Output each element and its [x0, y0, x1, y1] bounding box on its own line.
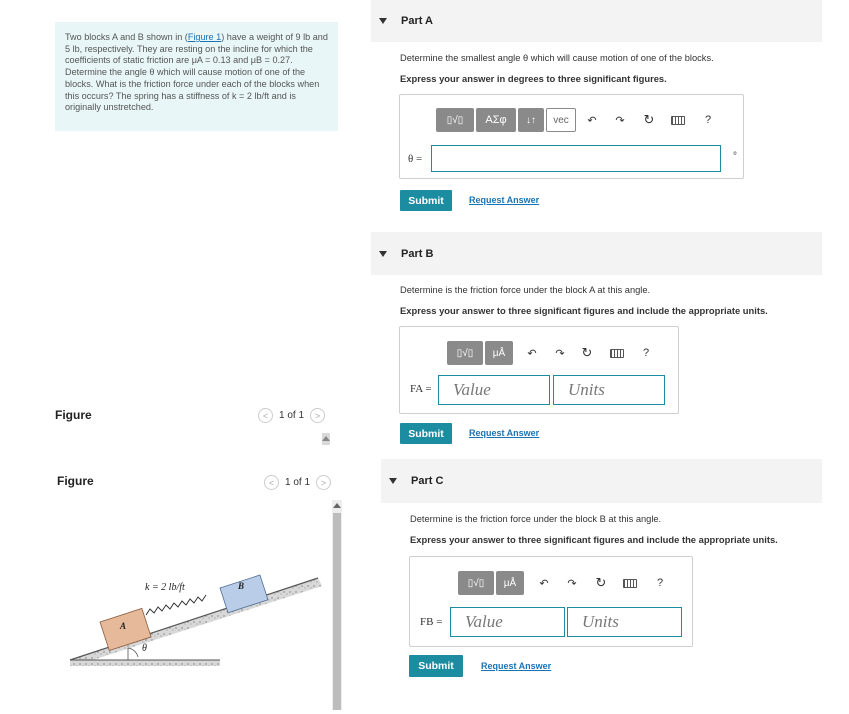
- scrollbar-stub[interactable]: [322, 433, 330, 445]
- collapse-caret-icon[interactable]: [389, 478, 397, 484]
- collapse-caret-icon[interactable]: [379, 251, 387, 257]
- help-icon[interactable]: ?: [656, 577, 664, 589]
- vector-button[interactable]: vec: [546, 108, 576, 132]
- next-figure-button[interactable]: >: [310, 408, 325, 423]
- part-a-submit-button[interactable]: Submit: [400, 190, 452, 211]
- undo-icon[interactable]: ↶: [527, 347, 537, 360]
- part-c-question: Determine is the friction force under the block B at this angle.: [410, 514, 662, 524]
- spring-stiffness-label: k = 2 lb/ft: [145, 582, 185, 593]
- keyboard-icon[interactable]: [610, 349, 624, 358]
- part-a-header[interactable]: [371, 0, 822, 42]
- problem-text-rest: ) have a weight of 9 lb and 5 lb, respectively. They are resting on the incline for which the coefficients of static friction are μA = 0.13 and μB = 0.27. Determine the angle θ which will cause motion of one of the blocks. What is the friction force under each of the blocks when this occurs? The spring has a stiffness of k = 2 lb/ft and is originally unstretched.: [65, 32, 328, 113]
- degree-unit-label: °: [733, 151, 737, 162]
- redo-icon[interactable]: ↷: [555, 347, 565, 360]
- redo-icon[interactable]: ↷: [615, 114, 625, 127]
- prev-figure-button-2[interactable]: <: [264, 475, 279, 490]
- templates-tool-button[interactable]: ▯√▯: [447, 341, 483, 365]
- help-icon[interactable]: ?: [704, 114, 712, 126]
- reset-icon[interactable]: ↻: [643, 112, 655, 127]
- scroll-up-arrow-icon[interactable]: [333, 503, 341, 508]
- units-tool-button[interactable]: μÅ: [496, 571, 524, 595]
- figure-page-indicator: 1 of 1: [279, 410, 305, 421]
- part-c-header[interactable]: [381, 459, 822, 503]
- next-figure-button-2[interactable]: >: [316, 475, 331, 490]
- part-c-request-answer-link[interactable]: Request Answer: [481, 661, 552, 671]
- undo-icon[interactable]: ↶: [587, 114, 597, 127]
- problem-statement: [55, 22, 338, 131]
- part-a-instructions: Express your answer in degrees to three significant figures.: [400, 73, 667, 84]
- templates-tool-button[interactable]: ▯√▯: [458, 571, 494, 595]
- keyboard-icon[interactable]: [671, 116, 685, 125]
- collapse-caret-icon[interactable]: [379, 18, 387, 24]
- templates-tool-button[interactable]: ▯√▯: [436, 108, 474, 132]
- part-b-submit-button[interactable]: Submit: [400, 423, 452, 444]
- block-a-label: A: [120, 621, 127, 631]
- ground-surface: [70, 660, 220, 666]
- angle-arc: [128, 648, 138, 657]
- part-b-instructions: Express your answer to three significant figures and include the appropriate units.: [400, 305, 768, 316]
- scroll-thumb[interactable]: [333, 513, 341, 710]
- theta-variable-label: θ =: [408, 153, 423, 165]
- fa-variable-label: FA =: [410, 383, 432, 395]
- part-a-question: Determine the smallest angle θ which will cause motion of one of the blocks.: [400, 53, 714, 63]
- part-a-answer-input[interactable]: [431, 145, 721, 172]
- keyboard-icon[interactable]: [623, 579, 637, 588]
- figure-page-indicator-2: 1 of 1: [285, 477, 311, 488]
- figure-link[interactable]: Figure 1: [187, 32, 222, 42]
- fb-variable-label: FB =: [420, 616, 443, 628]
- part-b-units-input[interactable]: Units: [553, 375, 665, 405]
- subscript-superscript-button[interactable]: ↓↑: [518, 108, 544, 132]
- part-c-value-input[interactable]: Value: [450, 607, 565, 637]
- figure-pager: [258, 408, 325, 423]
- spring-icon: [146, 595, 206, 615]
- figure-title-2: Figure: [57, 474, 94, 488]
- reset-icon[interactable]: ↻: [581, 345, 593, 360]
- greek-symbols-button[interactable]: ΑΣφ: [476, 108, 516, 132]
- incline-line: [70, 578, 318, 660]
- reset-icon[interactable]: ↻: [595, 575, 607, 590]
- block-b-label: B: [238, 581, 245, 591]
- part-a-title: Part A: [401, 15, 433, 27]
- units-tool-button[interactable]: μÅ: [485, 341, 513, 365]
- figure-title: Figure: [55, 408, 92, 422]
- figure-pager-2: [264, 475, 331, 490]
- part-b-value-input[interactable]: Value: [438, 375, 550, 405]
- part-b-question: Determine is the friction force under the block A at this angle.: [400, 285, 651, 295]
- prev-figure-button[interactable]: <: [258, 408, 273, 423]
- part-b-header[interactable]: [371, 232, 822, 275]
- undo-icon[interactable]: ↶: [539, 577, 549, 590]
- part-b-title: Part B: [401, 247, 434, 260]
- problem-text-start: Two blocks A and B shown in (: [65, 32, 188, 42]
- part-c-units-input[interactable]: Units: [567, 607, 682, 637]
- angle-theta-label: θ: [142, 643, 147, 654]
- part-c-title: Part C: [411, 475, 444, 487]
- part-b-request-answer-link[interactable]: Request Answer: [469, 428, 540, 438]
- part-c-submit-button[interactable]: Submit: [409, 655, 463, 677]
- part-a-request-answer-link[interactable]: Request Answer: [469, 195, 540, 205]
- redo-icon[interactable]: ↷: [567, 577, 577, 590]
- part-c-instructions: Express your answer to three significant figures and include the appropriate units.: [410, 534, 778, 545]
- help-icon[interactable]: ?: [642, 347, 650, 359]
- scroll-up-arrow-icon[interactable]: [322, 436, 330, 441]
- incline-figure: [60, 560, 330, 670]
- figure-scrollbar[interactable]: [332, 500, 342, 710]
